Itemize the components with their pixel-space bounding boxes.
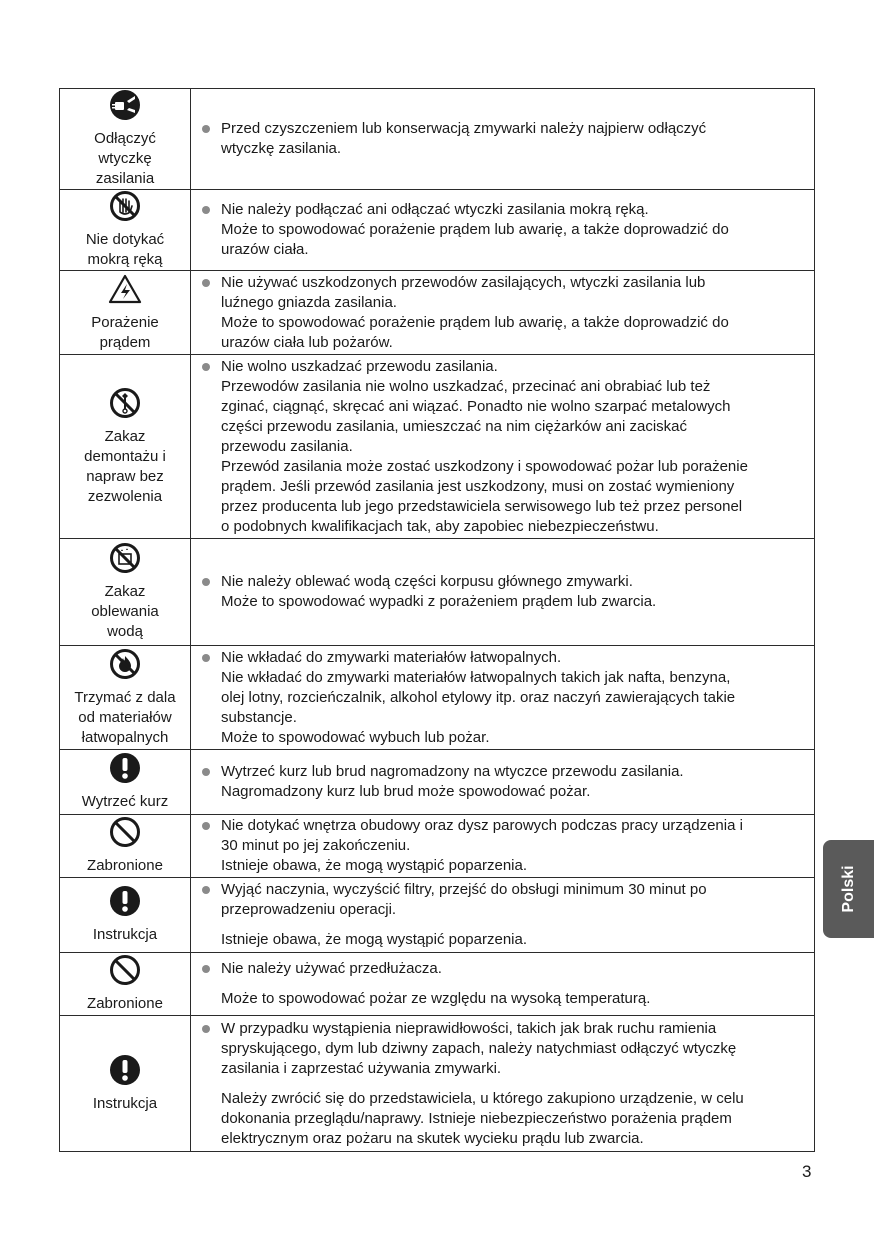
description-line: prądem. Jeśli przewód zasilania jest uszkodzony, musi on zostać wymieniony — [221, 477, 735, 495]
description-line: Przewodów zasilania nie wolno uszkadzać, przecinać ani obrabiać lub też — [221, 377, 711, 395]
description-line: Nie należy oblewać wodą części korpusu głównego zmywarki. — [221, 573, 633, 590]
row-label: Instrukcja — [92, 1094, 158, 1112]
row-label: Zabronione — [87, 857, 163, 874]
description-line: Należy zwrócić się do przedstawiciela, u którego zakupiono urządzenie, w celu — [221, 1089, 744, 1107]
description-cell — [191, 271, 815, 355]
exclamation-icon — [60, 1054, 190, 1092]
description-line: części przewodu zasilania, umieszczać na nim ciężarków ani zaciskać — [221, 417, 688, 435]
icon-cell — [60, 190, 191, 271]
no-disassembly-icon — [60, 387, 190, 425]
description-line: Istnieje obawa, że mogą wystąpić poparzenia. — [221, 857, 528, 874]
prohibited-icon — [60, 954, 190, 992]
description-line: Nie wolno uszkadzać przewodu zasilania. — [221, 357, 498, 375]
safety-row — [60, 646, 815, 750]
description-line: urazów ciała lub pożarów. — [221, 333, 393, 351]
row-label: Trzymać z dala — [74, 688, 176, 706]
row-label: Porażenie — [91, 313, 159, 331]
bullet-dot — [191, 816, 221, 830]
description-line: spryskującego, dym lub dziwny zapach, należy natychmiast odłączyć wtyczkę — [221, 1039, 737, 1057]
bullet-item — [191, 572, 814, 612]
description-cell — [191, 355, 815, 539]
icon-cell — [60, 355, 191, 539]
description-cell — [191, 953, 815, 1016]
bullet-dot — [191, 959, 221, 973]
description-line: olej lotny, rozcieńczalnik, alkohol etylowy itp. oraz naczyń zawierających takie — [221, 688, 736, 706]
description-line: 30 minut po jej zakończeniu. — [221, 837, 411, 854]
row-label: łatwopalnych — [81, 728, 169, 746]
description-line: Przed czyszczeniem lub konserwacją zmywarki należy najpierw odłączyć — [221, 120, 707, 137]
description-line: przeprowadzeniu operacji. — [221, 901, 397, 918]
unplug-icon — [60, 89, 190, 127]
description-cell — [191, 750, 815, 815]
safety-row — [60, 355, 815, 539]
bullet-item — [191, 880, 814, 950]
icon-cell — [60, 750, 191, 815]
bullet-dot — [191, 762, 221, 776]
description-line: Nie dotykać wnętrza obudowy oraz dysz parowych podczas pracy urządzenia i — [221, 817, 743, 834]
row-label: prądem — [99, 333, 151, 351]
bullet-dot — [191, 648, 221, 662]
description-line: Może to spowodować wypadki z porażeniem prądem lub zwarcia. — [221, 593, 657, 610]
icon-cell — [60, 271, 191, 355]
row-label: Nie dotykać — [85, 231, 165, 248]
language-tab — [823, 840, 874, 938]
description-line: zginać, ciągnąć, skręcać ani wiązać. Ponadto nie wolno szarpać metalowych — [221, 397, 731, 415]
bullet-item — [191, 959, 814, 1009]
safety-row — [60, 953, 815, 1016]
description-cell — [191, 539, 815, 646]
description-line: wtyczkę zasilania. — [221, 140, 342, 157]
safety-row — [60, 1016, 815, 1152]
row-label: wodą — [107, 623, 143, 640]
icon-cell — [60, 953, 191, 1016]
row-label: oblewania — [91, 603, 159, 620]
bullet-item — [191, 762, 814, 802]
description-line: Może to spowodować porażenie prądem lub awarię, a także doprowadzić do — [221, 221, 729, 238]
icon-cell — [60, 89, 191, 190]
description-cell — [191, 815, 815, 878]
bullet-dot — [191, 1019, 221, 1033]
description-line: luźnego gniazda zasilania. — [221, 293, 397, 311]
page-number: 3 — [802, 1162, 812, 1181]
safety-row — [60, 190, 815, 271]
description-line: Nie używać uszkodzonych przewodów zasilających, wtyczki zasilania lub — [221, 273, 706, 291]
icon-cell — [60, 539, 191, 646]
description-cell — [191, 1016, 815, 1152]
description-line: Przewód zasilania może zostać uszkodzony i spowodować pożar lub porażenie — [221, 457, 748, 475]
prohibited-icon — [60, 816, 190, 854]
safety-row — [60, 539, 815, 646]
description-cell — [191, 89, 815, 190]
description-line: W przypadku wystąpienia nieprawidłowości, takich jak brak ruchu ramienia — [221, 1019, 717, 1037]
description-line: elektrycznym oraz pożaru na skutek wycieku prądu lub zwarcia. — [221, 1129, 644, 1147]
electric-shock-icon — [60, 273, 190, 311]
row-label: wtyczkę — [98, 150, 152, 167]
bullet-item — [191, 1019, 814, 1149]
safety-row — [60, 89, 815, 190]
row-label: zezwolenia — [87, 487, 163, 505]
description-line: Nie należy używać przedłużacza. — [221, 960, 442, 977]
icon-cell — [60, 815, 191, 878]
bullet-item — [191, 816, 814, 876]
bullet-dot — [191, 357, 221, 371]
safety-row — [60, 750, 815, 815]
bullet-dot — [191, 572, 221, 586]
row-label: Zabronione — [87, 995, 163, 1012]
description-line: Istnieje obawa, że mogą wystąpić poparzenia. — [221, 931, 528, 948]
safety-row — [60, 271, 815, 355]
description-line: przewodu zasilania. — [221, 437, 353, 455]
row-label: Zakaz — [104, 583, 146, 600]
row-label: Wytrzeć kurz — [81, 793, 169, 810]
row-label: Instrukcja — [92, 926, 158, 943]
bullet-dot — [191, 273, 221, 287]
icon-cell — [60, 878, 191, 953]
bullet-item — [191, 357, 814, 537]
no-flammables-icon — [60, 648, 190, 686]
icon-cell — [60, 646, 191, 750]
description-line: Nagromadzony kurz lub brud może spowodować pożar. — [221, 783, 591, 800]
description-line: Może to spowodować porażenie prądem lub awarię, a także doprowadzić do — [221, 313, 729, 331]
description-line: Nie należy podłączać ani odłączać wtyczki zasilania mokrą ręką. — [221, 201, 649, 218]
no-water-icon — [60, 542, 190, 580]
description-line: o podobnych kwalifikacjach tak, aby zapobiec niebezpieczeństwu. — [221, 517, 659, 535]
description-line: Wyjąć naczynia, wyczyścić filtry, przejść do obsługi minimum 30 minut po — [221, 881, 707, 898]
description-cell — [191, 190, 815, 271]
row-label: demontażu i — [84, 447, 166, 465]
description-line: Nie wkładać do zmywarki materiałów łatwopalnych takich jak nafta, benzyna, — [221, 668, 731, 686]
bullet-dot — [191, 119, 221, 133]
description-line: dokonania przeglądu/naprawy. Istnieje niebezpieczeństwo porażenia prądem — [221, 1109, 732, 1127]
row-label: od materiałów — [78, 708, 172, 726]
bullet-item — [191, 648, 814, 748]
safety-row — [60, 815, 815, 878]
safety-row — [60, 878, 815, 953]
icon-cell — [60, 1016, 191, 1152]
bullet-item — [191, 119, 814, 159]
description-line: Nie wkładać do zmywarki materiałów łatwopalnych. — [221, 648, 562, 666]
description-line: zasilania i zaprzestać używania zmywarki. — [221, 1059, 502, 1077]
no-wet-hands-icon — [60, 190, 190, 228]
exclamation-icon — [60, 885, 190, 923]
description-cell — [191, 646, 815, 750]
description-line: Może to spowodować pożar ze względu na wysoką temperaturą. — [221, 990, 651, 1007]
bullet-item — [191, 200, 814, 260]
row-label: zasilania — [95, 170, 155, 187]
language-tab-label: Polski — [839, 865, 857, 913]
description-line: Wytrzeć kurz lub brud nagromadzony na wtyczce przewodu zasilania. — [221, 763, 684, 780]
description-line: Może to spowodować wybuch lub pożar. — [221, 728, 490, 746]
row-label: Odłączyć — [94, 130, 156, 147]
row-label: mokrą ręką — [87, 251, 163, 268]
description-line: przez producenta lub jego przedstawiciela serwisowego lub też przez personel — [221, 497, 743, 515]
description-line: urazów ciała. — [221, 241, 309, 258]
exclamation-icon — [60, 752, 190, 790]
description-line: substancje. — [221, 708, 297, 726]
bullet-item — [191, 273, 814, 353]
bullet-dot — [191, 200, 221, 214]
row-label: Zakaz — [104, 427, 146, 445]
safety-table — [59, 88, 815, 1152]
row-label: napraw bez — [86, 467, 164, 485]
bullet-dot — [191, 880, 221, 894]
description-cell — [191, 878, 815, 953]
